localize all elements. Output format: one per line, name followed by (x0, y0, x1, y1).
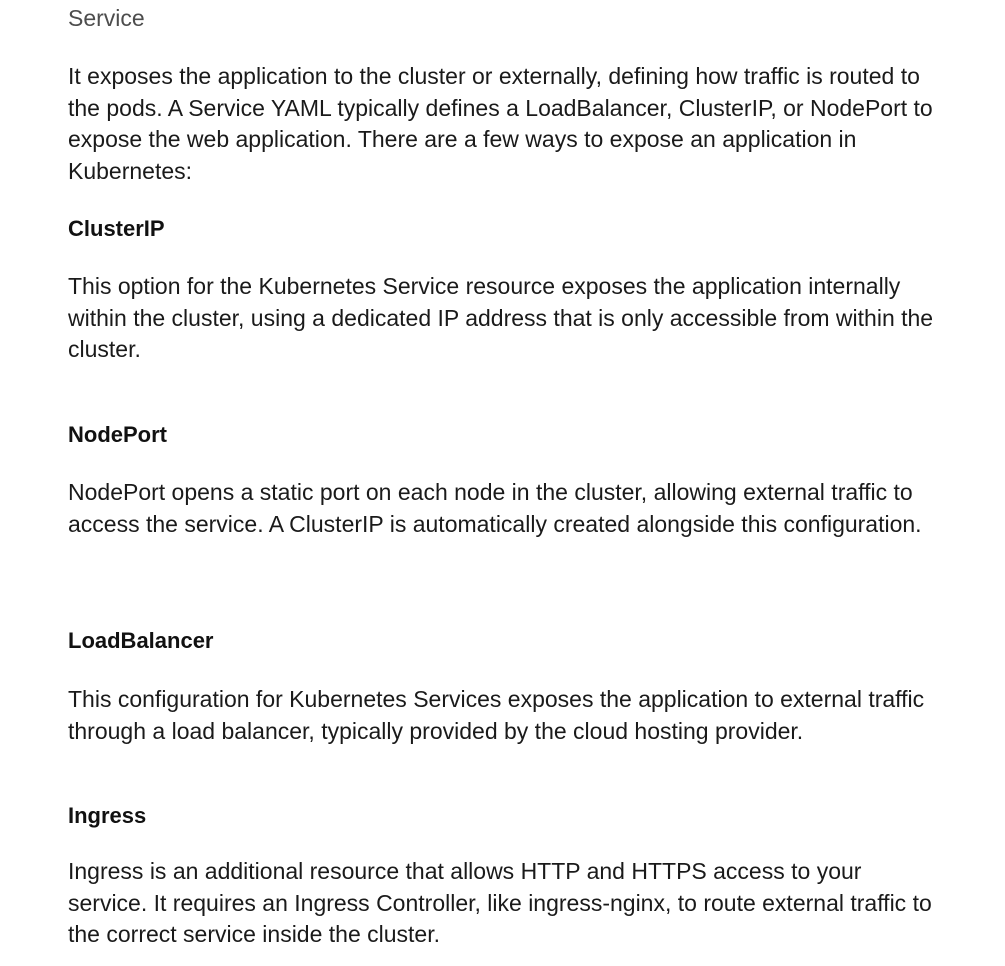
ingress-heading: Ingress (68, 803, 147, 828)
ingress-description: Ingress is an additional resource that allows HTTP and HTTPS access to your service. It requires an Ingress Controller, like ingress-nginx, to route external traffic to the correct service inside the cluster. (68, 858, 932, 947)
loadbalancer-heading: LoadBalancer (68, 628, 214, 653)
nodeport-heading: NodePort (68, 422, 167, 447)
loadbalancer-description: This configuration for Kubernetes Services exposes the application to external traffic through a load balancer, typically provided by the cloud hosting provider. (68, 686, 925, 744)
nodeport-description: NodePort opens a static port on each node in the cluster, allowing external traffic to access the service. A ClusterIP is automatically created alongside this configuration. (68, 479, 922, 537)
section-intro: It exposes the application to the cluster or externally, defining how traffic is routed to the pods. A Service YAML typically defines a LoadBalancer, ClusterIP, or NodePort to expose the web application. There are a few ways to expose an application in Kubernetes: (68, 63, 933, 184)
clusterip-description: This option for the Kubernetes Service resource exposes the application internally within the cluster, using a dedicated IP address that is only accessible from within the cluster. (68, 273, 934, 362)
clusterip-heading: ClusterIP (68, 216, 165, 241)
section-title: Service (68, 5, 145, 31)
